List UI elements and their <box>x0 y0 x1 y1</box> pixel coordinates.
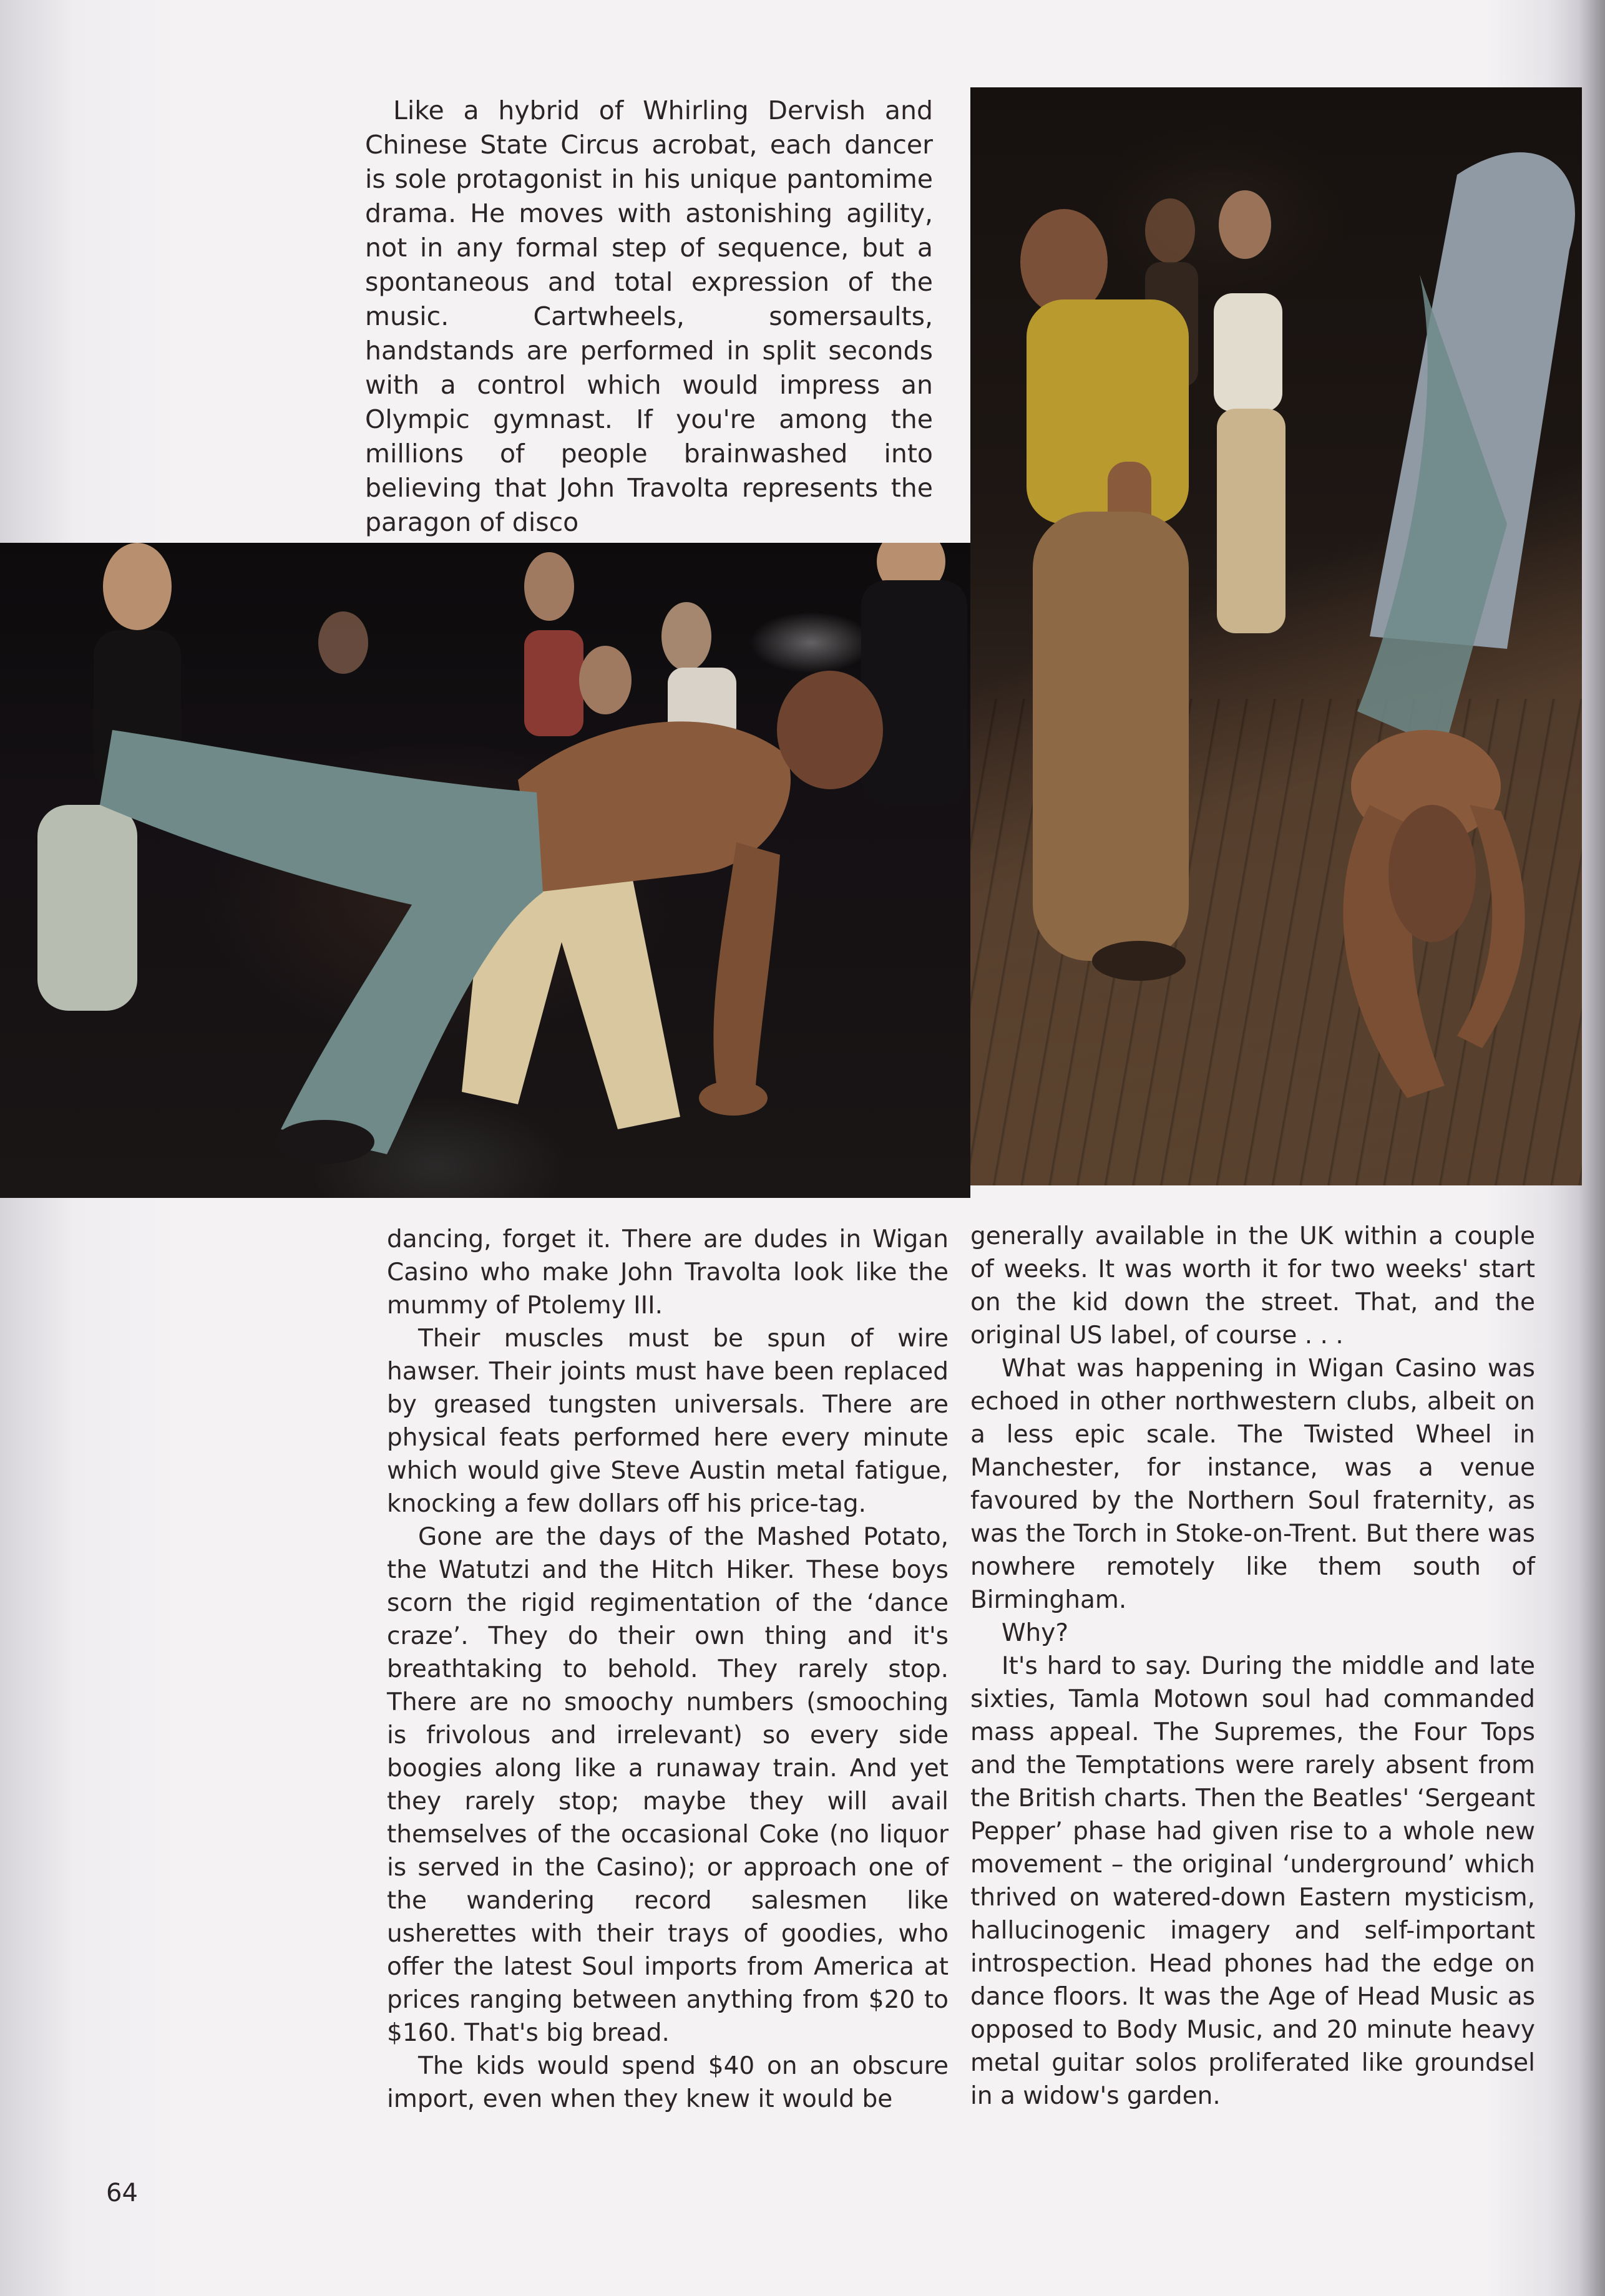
left-paragraph-3: Gone are the days of the Mashed Potato, the Watutzi and the Hitch Hiker. These boys scorn the rigid regimentation of the ‘dance craze’. They do their own thing and it's breathtaking to behold. They rarely stop. There are no smoochy numbers (smooching is frivolous and irrelevant) so every side boogies along like a runaway train. And yet they rarely stop; maybe they will avail themselves of the occasional Coke (no liquor is served in the Casino); or approach one of the wandering record salesmen like usherettes with their trays of goodies, who offer the latest Soul imports from America at prices ranging between anything from $20 to $160. That's big bread. <box>387 1523 949 2047</box>
left-column <box>387 1223 949 2116</box>
right-paragraph-4: It's hard to say. During the middle and late sixties, Tamla Motown soul had commanded mass appeal. The Supremes, the Four Tops and the Temptations were rarely absent from the British charts. Then the Beatles' ‘Sergeant Pepper’ phase had given rise to a whole new movement – the original ‘underground’ which thrived on watered-down Eastern mysticism, hallucinogenic imagery and self-important introspection. Head phones had the edge on dance floors. It was the Age of Head Music as opposed to Body Music, and 20 minute heavy metal guitar solos proliferated like groundsel in a widow's garden. <box>970 1652 1535 2110</box>
photo-bending-dancer <box>0 543 970 1198</box>
intro-text <box>365 94 933 540</box>
photo-handstand-dancer <box>970 87 1582 1185</box>
right-paragraph-1: generally available in the UK within a couple of weeks. It was worth it for two weeks' start on the kid down the street. That, and the original US label, of course . . . <box>970 1222 1535 1350</box>
page-number: 64 <box>106 2179 138 2207</box>
left-paragraph-2: Their muscles must be spun of wire hawser. Their joints must have been replaced by greased tungsten universals. There are physical feats performed here every minute which would give Steve Austin metal fatigue, knocking a few dollars off his price-tag. <box>387 1325 949 1518</box>
handstand-figures <box>970 87 1582 1185</box>
right-paragraph-3: Why? <box>1002 1619 1069 1647</box>
right-paragraph-2: What was happening in Wigan Casino was echoed in other northwestern clubs, albeit on a less epic scale. The Twisted Wheel in Manchester, for instance, was a venue favoured by the Northern Soul fraternity, as was the Torch in Stoke-on-Trent. But there was nowhere remotely like them south of Birmingham. <box>970 1355 1535 1614</box>
left-paragraph-4: The kids would spend $40 on an obscure import, even when they knew it would be <box>387 2052 949 2113</box>
left-paragraph-1: dancing, forget it. There are dudes in Wigan Casino who make John Travolta look like the mummy of Ptolemy III. <box>387 1225 949 1320</box>
crowd-figures <box>0 543 970 1198</box>
intro-paragraph: Like a hybrid of Whirling Dervish and Chinese State Circus acrobat, each dancer is sole protagonist in his unique pantomime drama. He moves with astonishing agility, not in any formal step of sequence, but a spontaneous and total expression of the music. Cartwheels, somersaults, handstands are performed in split seconds with a control which would impress an Olympic gymnast. If you're among the millions of people brainwashed into believing that John Travolta represents the paragon of disco <box>365 95 933 537</box>
right-column <box>970 1220 1535 2113</box>
